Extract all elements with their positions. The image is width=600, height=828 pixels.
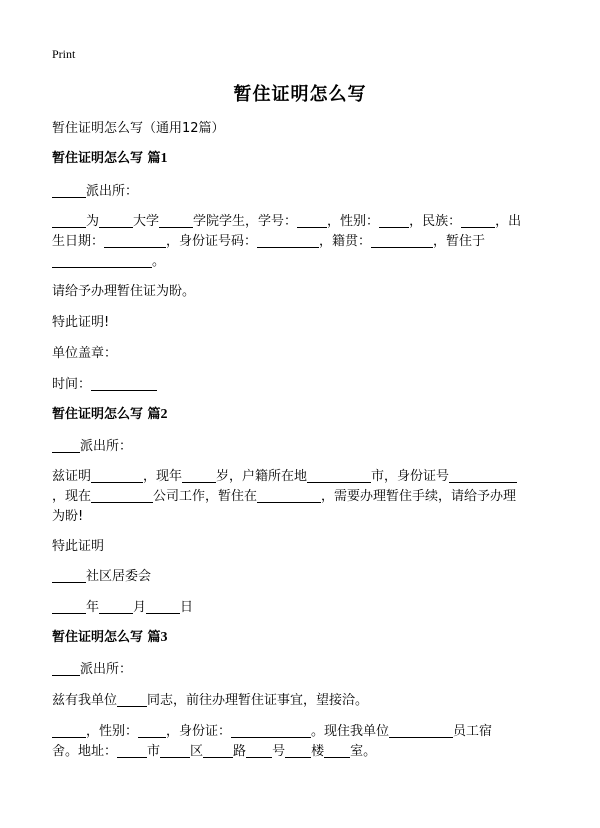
paragraph-text: 员工宿 (453, 724, 493, 739)
date-year-label: 年 (86, 600, 100, 615)
blank-field (52, 599, 86, 614)
section-heading-number: 1 (160, 151, 168, 166)
section-heading-text: 暂住证明怎么写 篇 (52, 151, 161, 166)
paragraph-text: 学院学生，学号： (193, 214, 298, 229)
blank-field (52, 661, 80, 676)
paragraph-text: 市 (147, 744, 161, 759)
section-1-paragraph-line-1 (52, 211, 548, 233)
blank-field (203, 743, 233, 758)
blank-field (117, 743, 147, 758)
section-2-certification: 特此证明 (52, 539, 105, 554)
blank-field (52, 568, 86, 583)
section-2-paragraph-line-3 (52, 506, 548, 528)
section-1-certification: 特此证明! (52, 315, 110, 330)
paragraph-text: 室。 (350, 744, 377, 759)
paragraph-text: 兹证明 (52, 469, 92, 484)
paragraph-text: ，民族： (409, 214, 462, 229)
paragraph-text: ，籍贯： (319, 234, 372, 249)
paragraph-text: ，身份证号码： (166, 234, 258, 249)
blank-field (138, 723, 166, 738)
date-day-label: 日 (180, 600, 194, 615)
paragraph-text: 路 (233, 744, 247, 759)
paragraph-text: 楼 (311, 744, 325, 759)
paragraph-text: 岁，户籍所在地 (216, 469, 308, 484)
blank-field (52, 438, 80, 453)
blank-field (257, 233, 319, 248)
paragraph-text: ，性别： (86, 724, 139, 739)
document-title: 暂住证明怎么写 (233, 84, 367, 105)
blank-field (379, 213, 409, 228)
blank-field (307, 468, 371, 483)
paragraph-text: 大学 (133, 214, 160, 229)
paragraph-text: 。现住我单位 (311, 724, 390, 739)
section-1-seal: 单位盖章： (52, 346, 118, 361)
paragraph-text: 兹有我单位 (52, 693, 118, 708)
paragraph-text: ，需要办理暂住手续，请给予办理 (321, 489, 517, 504)
paragraph-text: ，暂住于 (433, 234, 486, 249)
section-3-paragraph-2-line-1 (52, 721, 548, 743)
paragraph-text: 市，身份证号 (371, 469, 450, 484)
section-1-addressee (52, 181, 548, 203)
paragraph-text: 舍。地址： (52, 744, 118, 759)
blank-field (297, 213, 327, 228)
blank-field (246, 743, 272, 758)
section-heading-text: 暂住证明怎么写 篇 (52, 630, 161, 645)
blank-field (52, 213, 86, 228)
paragraph-text: ，身份证： (166, 724, 232, 739)
blank-field (461, 213, 495, 228)
date-month-label: 月 (133, 600, 147, 615)
addressee-text: 派出所： (80, 662, 133, 677)
blank-field (160, 743, 190, 758)
section-2-paragraph-line-2 (52, 486, 548, 508)
section-2-committee (52, 566, 548, 588)
section-1-request: 请给予办理暂住证为盼。 (52, 284, 196, 299)
blank-field (52, 723, 86, 738)
paragraph-text: 号 (272, 744, 286, 759)
paragraph-text: 。 (152, 254, 166, 269)
paragraph-text: 公司工作，暂住在 (153, 489, 258, 504)
blank-field (91, 376, 157, 391)
blank-field (52, 253, 152, 268)
committee-text: 社区居委会 (86, 569, 152, 584)
blank-field (104, 233, 166, 248)
blank-field (231, 723, 311, 738)
section-1-paragraph-line-3 (52, 251, 548, 273)
section-1-time (52, 374, 548, 396)
paragraph-text: 区 (190, 744, 204, 759)
blank-field (159, 213, 193, 228)
section-1-paragraph-line-2 (52, 231, 548, 253)
blank-field (99, 213, 133, 228)
document-subtitle: 暂住证明怎么写（通用12篇） (52, 121, 225, 136)
blank-field (52, 183, 86, 198)
section-heading-text: 暂住证明怎么写 篇 (52, 407, 161, 422)
paragraph-text: 为盼! (52, 509, 84, 524)
section-heading-number: 2 (160, 407, 168, 422)
section-3-heading (52, 627, 548, 649)
paragraph-text: ，出 (495, 214, 522, 229)
section-3-addressee (52, 659, 548, 681)
section-3-paragraph-1 (52, 690, 548, 712)
section-2-date (52, 597, 548, 619)
blank-field (117, 692, 147, 707)
addressee-text: 派出所： (80, 439, 133, 454)
addressee-text: 派出所： (86, 184, 139, 199)
section-heading-number: 3 (160, 630, 168, 645)
section-3-paragraph-2-line-2 (52, 741, 548, 763)
section-2-addressee (52, 436, 548, 458)
paragraph-text: 为 (86, 214, 100, 229)
time-label: 时间： (52, 377, 92, 392)
blank-field (91, 468, 143, 483)
blank-field (182, 468, 216, 483)
print-link[interactable]: Print (52, 47, 76, 61)
section-2-heading (52, 404, 548, 426)
blank-field (371, 233, 433, 248)
section-1-heading (52, 148, 548, 170)
paragraph-text: 同志，前往办理暂住证事宜，望接洽。 (147, 693, 369, 708)
paragraph-text: ，性别： (327, 214, 380, 229)
blank-field (99, 599, 133, 614)
blank-field (449, 468, 517, 483)
blank-field (146, 599, 180, 614)
blank-field (285, 743, 311, 758)
blank-field (91, 488, 153, 503)
paragraph-text: 生日期： (52, 234, 105, 249)
paragraph-text: ，现在 (52, 489, 92, 504)
paragraph-text: ，现年 (143, 469, 183, 484)
section-2-paragraph-line-1 (52, 466, 548, 488)
blank-field (389, 723, 453, 738)
blank-field (324, 743, 350, 758)
blank-field (257, 488, 321, 503)
